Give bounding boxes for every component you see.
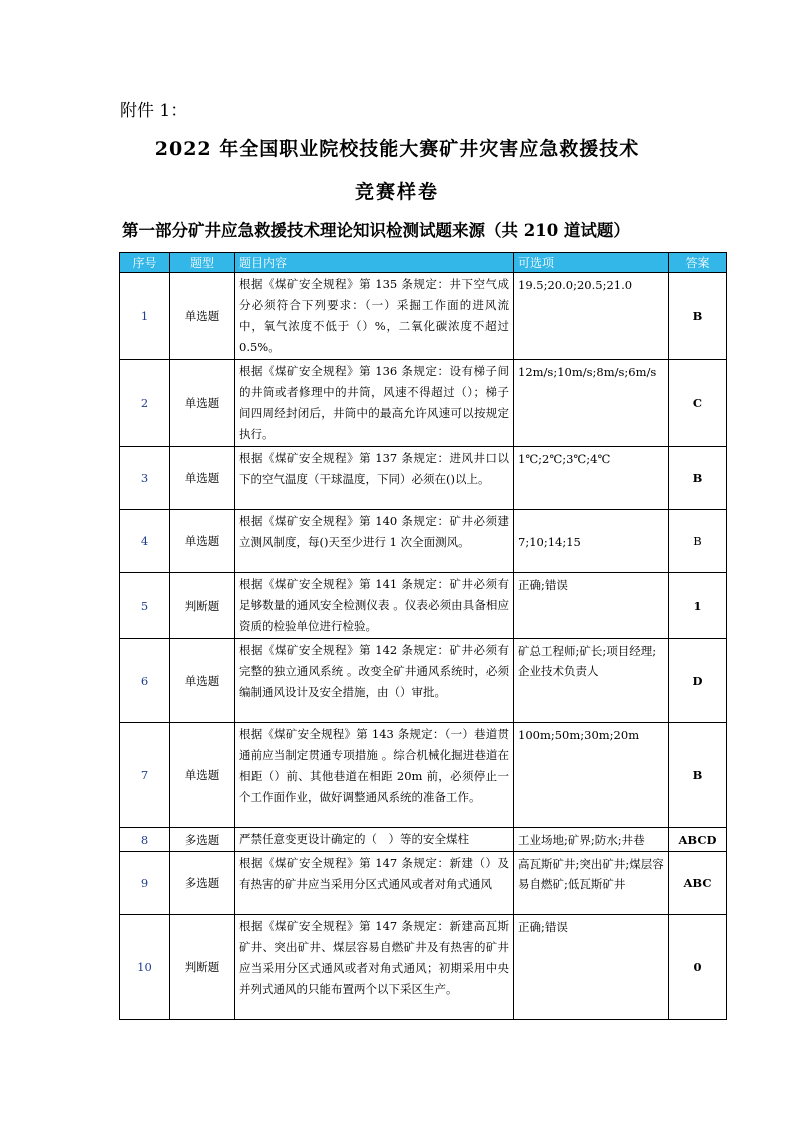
row-answer: 0: [669, 915, 727, 1020]
row-type: 多选题: [170, 852, 235, 915]
row-answer: ABC: [669, 852, 727, 915]
row-type: 单选题: [170, 360, 235, 447]
row-answer: B: [669, 447, 727, 510]
row-type: 单选题: [170, 447, 235, 510]
row-answer: B: [669, 510, 727, 573]
document-subtitle: 竞赛样卷: [354, 181, 439, 203]
row-content: 根据《煤矿安全规程》第 142 条规定：矿井必须有完整的独立通风系统 。改变全矿井通风系统时，必须编制通风设计及安全措施，由（）审批。: [235, 639, 514, 723]
row-content: 根据《煤矿安全规程》第 147 条规定：新建高瓦斯矿井、突出矿井、煤层容易自燃矿井及有热害的矿井应当采用分区式通风或者对角式通风；初期采用中央并列式通风的只能布置两个以下采区生产。: [235, 915, 514, 1020]
row-options: 1℃;2℃;3℃;4℃: [514, 447, 669, 510]
row-content: 根据《煤矿安全规程》第 136 条规定：设有梯子间的井筒或者修理中的井筒，风速不得超过（）；梯子间四周经封闭后，井筒中的最高允许风速可以按规定执行。: [235, 360, 514, 447]
row-num: 3: [120, 447, 170, 510]
row-content: 根据《煤矿安全规程》第 143 条规定：（一）巷道贯通前应当制定贯通专项措施 。综合机械化掘进巷道在相距（）前、其他巷道在相距 20m 前，必须停止一个工作面作业，做好调整通风系统的准备工作。: [235, 723, 514, 828]
row-answer: B: [669, 273, 727, 360]
row-options: 19.5;20.0;20.5;21.0: [514, 273, 669, 360]
row-options: 正确;错误: [514, 915, 669, 1020]
row-options: 矿总工程师;矿长;项目经理;企业技术负责人: [514, 639, 669, 723]
row-content: 根据《煤矿安全规程》第 147 条规定：新建（）及有热害的矿井应当采用分区式通风或者对角式通风: [235, 852, 514, 915]
row-options: 12m/s;10m/s;8m/s;6m/s: [514, 360, 669, 447]
table-row: [120, 273, 727, 360]
row-options: 7;10;14;15: [514, 510, 669, 573]
row-content: 根据《煤矿安全规程》第 140 条规定：矿井必须建立测风制度，每()天至少进行 1 次全面测风。: [235, 510, 514, 573]
attachment-label: 附件 1：: [120, 101, 188, 121]
table-row: [120, 510, 727, 573]
table-row: [120, 723, 727, 828]
table-row: [120, 852, 727, 915]
row-content: 根据《煤矿安全规程》第 135 条规定：井下空气成分必须符合下列要求：（一）采掘工作面的进风流中，氧气浓度不低于（）%，二氧化碳浓度不超过 0.5%。: [235, 273, 514, 360]
header-type: 题型: [170, 253, 235, 273]
row-num: 4: [120, 510, 170, 573]
row-answer: 1: [669, 573, 727, 639]
row-type: 单选题: [170, 723, 235, 828]
row-type: 单选题: [170, 639, 235, 723]
row-options: 高瓦斯矿井;突出矿井;煤层容易自燃矿;低瓦斯矿井: [514, 852, 669, 915]
row-num: 8: [120, 828, 170, 852]
table-row: [120, 639, 727, 723]
row-type: 单选题: [170, 273, 235, 360]
row-type: 判断题: [170, 915, 235, 1020]
row-answer: D: [669, 639, 727, 723]
section-title: 第一部分矿井应急救援技术理论知识检测试题来源（共 210 道试题）: [122, 221, 630, 240]
row-answer: C: [669, 360, 727, 447]
row-num: 5: [120, 573, 170, 639]
questions-table: [119, 252, 727, 1020]
row-answer: ABCD: [669, 828, 727, 852]
row-num: 6: [120, 639, 170, 723]
header-answer: 答案: [669, 253, 727, 273]
header-num: 序号: [120, 253, 170, 273]
table-row: [120, 915, 727, 1020]
row-num: 10: [120, 915, 170, 1020]
row-num: 2: [120, 360, 170, 447]
table-row: [120, 360, 727, 447]
table-row: [120, 447, 727, 510]
header-content: 题目内容: [235, 253, 514, 273]
table-row: [120, 573, 727, 639]
row-options: 100m;50m;30m;20m: [514, 723, 669, 828]
header-options: 可选项: [514, 253, 669, 273]
row-num: 7: [120, 723, 170, 828]
row-options: 正确;错误: [514, 573, 669, 639]
row-type: 单选题: [170, 510, 235, 573]
row-num: 9: [120, 852, 170, 915]
row-content: 严禁任意变更设计确定的（ ）等的安全煤柱: [235, 828, 514, 852]
table-row: [120, 828, 727, 852]
row-type: 多选题: [170, 828, 235, 852]
row-num: 1: [120, 273, 170, 360]
table-header-row: [120, 253, 727, 273]
document-title: 2022 年全国职业院校技能大赛矿井灾害应急救援技术: [154, 138, 640, 160]
row-options: 工业场地;矿界;防水;井巷: [514, 828, 669, 852]
row-content: 根据《煤矿安全规程》第 141 条规定：矿井必须有足够数量的通风安全检测仪表 。仪表必须由具备相应资质的检验单位进行检验。: [235, 573, 514, 639]
row-content: 根据《煤矿安全规程》第 137 条规定：进风井口以下的空气温度（干球温度，下同）必须在()以上。: [235, 447, 514, 510]
row-answer: B: [669, 723, 727, 828]
row-type: 判断题: [170, 573, 235, 639]
